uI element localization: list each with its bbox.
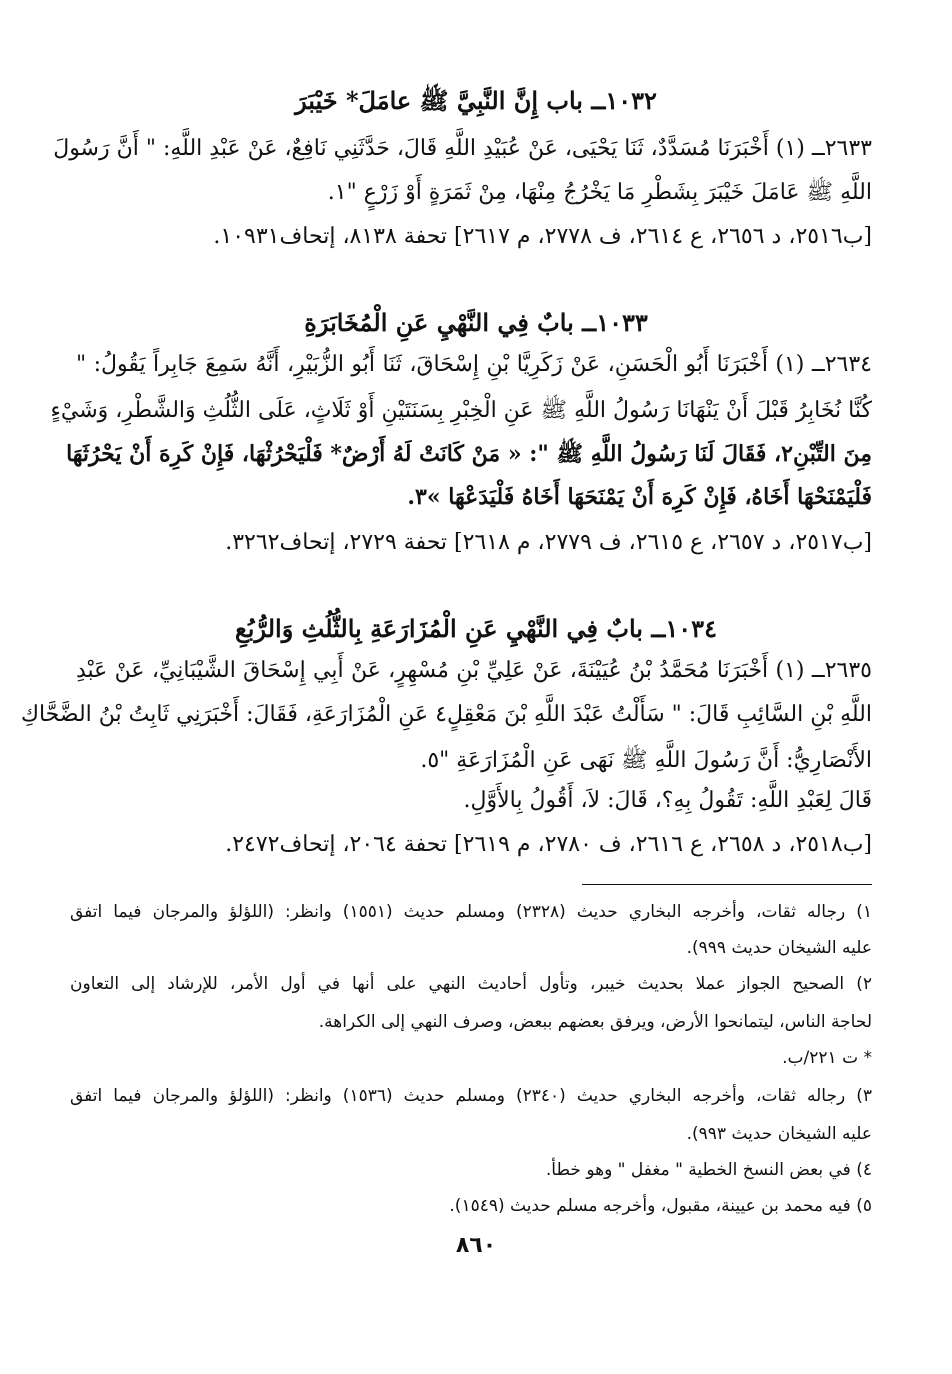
footnote-1-line-2: عليه الشيخان حديث ٩٩٩).: [686, 938, 872, 958]
chapter-heading-1033: ١٠٣٣ــ بابٌ فِي النَّهْيِ عَنِ الْمُخَابَرَةِ: [304, 308, 648, 337]
hadith-2633-references: [ب٢٥١٦، د ٢٦٥٦، ع ٢٦١٤، ف ٢٧٧٨، م ٢٦١٧] تحفة ٨١٣٨، إتحاف١٠٩٣١.: [213, 224, 872, 249]
footnote-3-line-2: عليه الشيخان حديث ٩٩٣).: [686, 1124, 872, 1144]
hadith-2634-line-2: كُنَّا نُخَابِرُ قَبْلَ أَنْ يَنْهَانَا رَسُولُ اللَّهِ ﷺ عَنِ الْخِبْرِ بِسَنَتَيْنِ أَوْ ثَلَاثٍ، عَلَى الثُّلُثِ وَالشَّطْرِ، وَشَيْءٍ: [50, 398, 872, 423]
footnote-separator: [582, 884, 872, 885]
footnote-1-line-1: ١) رجاله ثقات، وأخرجه البخاري حديث (٢٣٢٨) ومسلم حديث (١٥٥١) وانظر: (اللؤلؤ والمرجان فيما اتفق: [70, 902, 872, 922]
hadith-2635-line-4: قَالَ لِعَبْدِ اللَّهِ: تَقُولُ بِهِ؟، قَالَ: لاَ، أَقُولُ بِالأَوَّلِ.: [463, 788, 872, 813]
footnote-5: ٥) فيه محمد بن عيينة، مقبول، وأخرجه مسلم حديث (١٥٤٩).: [449, 1196, 872, 1216]
hadith-2634-references: [ب٢٥١٧، د ٢٦٥٧، ع ٢٦١٥، ف ٢٧٧٩، م ٢٦١٨] تحفة ٢٧٢٩، إتحاف٣٢٦٢.: [225, 530, 872, 555]
footnote-2-line-1: ٢) الصحيح الجواز عملا بحديث خيبر، وتأول أحاديث النهي على أنها في أول الأمر، للإرشاد إلى التعاون: [70, 974, 872, 994]
hadith-2635-line-1: ٢٦٣٥ــ (١) أَخْبَرَنَا مُحَمَّدُ بْنُ عُيَيْنَةَ، عَنْ عَلِيِّ بْنِ مُسْهِرٍ، عَنْ أَبِي إِسْحَاقَ الشَّيْبَانِيِّ، عَنْ عَبْدِ: [76, 658, 872, 683]
page-number: ٨٦٠: [455, 1233, 497, 1258]
hadith-2634-line-4: فَلْيَمْنَحْهَا أَخَاهُ، فَإِنْ كَرِهَ أَنْ يَمْنَحَهَا أَخَاهُ فَلْيَدَعْهَا »٣.: [407, 484, 872, 510]
hadith-2633-line-1: ٢٦٣٣ــ (١) أَخْبَرَنَا مُسَدَّدٌ، ثَنَا يَحْيَى، عَنْ عُبَيْدِ اللَّهِ قَالَ، حَدَّثَنِي نَافِعٌ، عَنْ عَبْدِ اللَّهِ: " أَنَّ رَسُولَ: [53, 136, 872, 161]
footnote-3-line-1: ٣) رجاله ثقات، وأخرجه البخاري حديث (٢٣٤٠) ومسلم حديث (١٥٣٦) وانظر: (اللؤلؤ والمرجان فيما اتفق: [70, 1086, 872, 1106]
chapter-heading-1034: ١٠٣٤ــ بابٌ فِي النَّهْيِ عَنِ الْمُزَارَعَةِ بِالثُّلُثِ وَالرُّبُعِ: [235, 614, 717, 643]
hadith-2634-line-3: مِنَ التِّبْنِ٢، فَقَالَ لَنَا رَسُولُ اللَّهِ ﷺ ": « مَنْ كَانَتْ لَهُ أَرْضٌ* فَلْيَحْرُثْهَا، فَإِنْ كَرِهَ أَنْ يَحْرُثَهَا: [66, 441, 872, 467]
hadith-2635-line-2: اللَّهِ بْنِ السَّائِبِ قَالَ: " سَأَلْتُ عَبْدَ اللَّهِ بْنَ مَعْقِلٍ٤ عَنِ الْمُزَارَعَةِ، فَقَالَ: أَخْبَرَنِي ثَابِتُ بْنُ الضَّحَّاكِ: [20, 702, 872, 727]
hadith-2633-line-2: اللَّهِ ﷺ عَامَلَ خَيْبَرَ بِشَطْرِ مَا يَخْرُجُ مِنْهَا، مِنْ ثَمَرَةٍ أَوْ زَرْعٍ "١.: [327, 180, 872, 205]
footnote-4: ٤) في بعض النسخ الخطية " مغفل " وهو خطأ.: [545, 1160, 872, 1180]
hadith-2635-references: [ب٢٥١٨، د ٢٦٥٨، ع ٢٦١٦، ف ٢٧٨٠، م ٢٦١٩] تحفة ٢٠٦٤، إتحاف٢٤٧٢.: [225, 832, 872, 857]
footnote-star-note: * ت ٢٢١/ب.: [782, 1048, 872, 1068]
hadith-2634-line-1: ٢٦٣٤ــ (١) أَخْبَرَنَا أَبُو الْحَسَنِ، عَنْ زَكَرِيَّا بْنِ إِسْحَاقَ، ثَنَا أَبُو الزُّبَيْرِ، أَنَّهُ سَمِعَ جَابِراً يَقُولُ: ": [76, 352, 872, 377]
footnote-2-line-2: لحاجة الناس، ليتمانحوا الأرض، ويرفق بعضهم ببعض، وصرف النهي إلى الكراهة.: [318, 1012, 872, 1032]
chapter-heading-1032: ١٠٣٢ــ باب إِنَّ النَّبِيَّ ﷺ عامَلَ* خَيْبَرَ: [295, 86, 657, 115]
hadith-2635-line-3: الأَنْصَارِيُّ: أَنَّ رَسُولَ اللَّهِ ﷺ نَهَى عَنِ الْمُزَارَعَةِ "٥.: [420, 748, 872, 773]
